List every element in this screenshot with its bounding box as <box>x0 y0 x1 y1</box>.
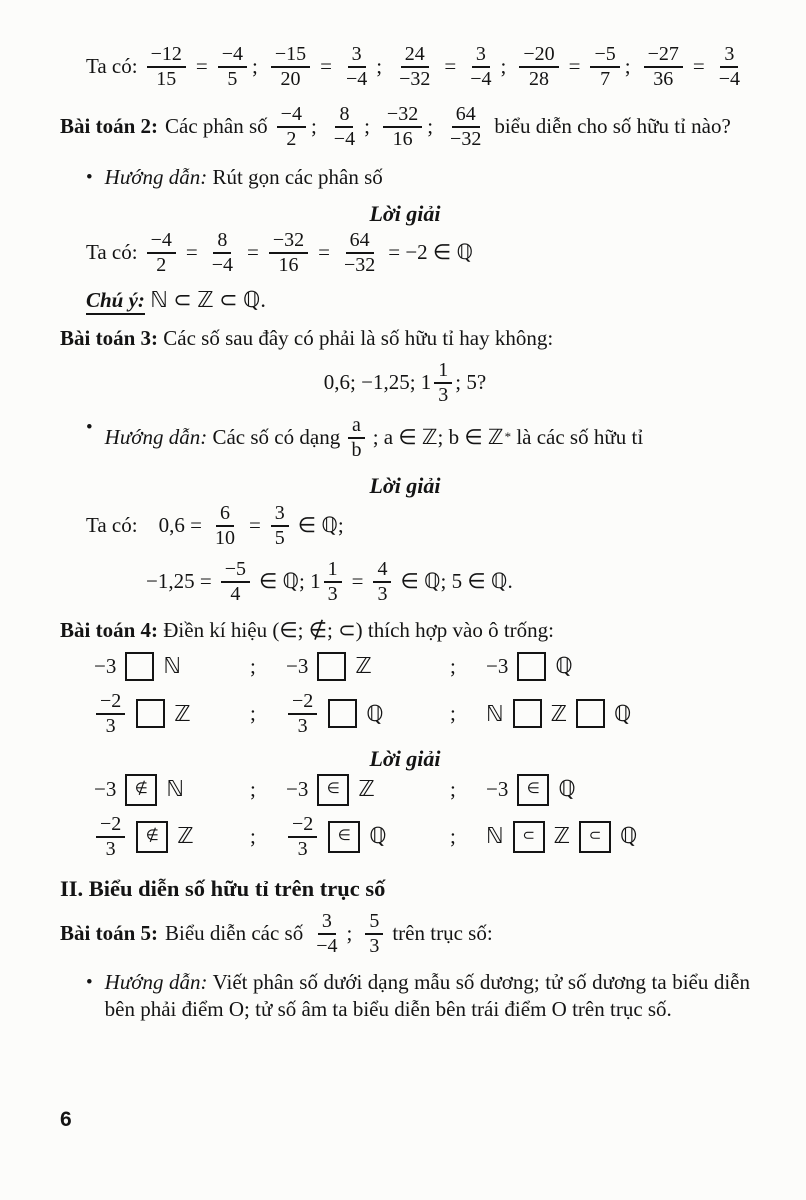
fraction-denominator: −4 <box>718 68 740 90</box>
fraction <box>288 814 317 860</box>
semicolon: ; <box>450 653 456 678</box>
solution-result: = −2 ∈ ℚ <box>388 240 474 265</box>
hint-text-mid: ; a ∈ ℤ; b ∈ ℤ <box>372 424 504 449</box>
problem4-row2 <box>60 689 750 739</box>
problem3-label: Bài toán 3: <box>60 325 159 350</box>
fraction <box>221 559 250 605</box>
problem3-numbers-line <box>60 358 750 408</box>
fraction <box>288 691 317 737</box>
answered-item <box>286 812 444 862</box>
fraction-denominator: 3 <box>327 582 338 605</box>
solution-prefix: Ta có: <box>86 240 138 265</box>
fraction <box>365 911 383 957</box>
numbers-before: 0,6; −1,25; 1 <box>323 370 432 395</box>
fill-in-item <box>486 652 750 681</box>
equals-sign: = <box>318 240 330 265</box>
item-left: −3 <box>486 653 509 678</box>
fraction-denominator: 2 <box>286 128 297 150</box>
set-letter: ℕ <box>163 653 181 679</box>
fill-in-chain <box>486 699 750 728</box>
fraction-denominator: 3 <box>297 714 308 737</box>
set-letter: ℚ <box>366 700 384 726</box>
fraction-numerator: 1 <box>324 559 342 583</box>
fraction <box>271 44 310 90</box>
answered-item <box>286 774 444 806</box>
problem2-label: Bài toán 2: <box>60 114 159 139</box>
semicolon: ; <box>624 54 631 79</box>
empty-box[interactable] <box>125 652 154 681</box>
fraction-denominator: −4 <box>211 254 233 277</box>
hint-set-condition <box>373 424 511 451</box>
set-letter: ℤ <box>177 823 194 849</box>
fraction <box>147 230 176 276</box>
fraction <box>312 911 341 957</box>
problem5-hint <box>86 969 750 1024</box>
answer-box[interactable]: ∉ <box>136 821 168 853</box>
fraction-numerator: 4 <box>373 559 391 583</box>
fill-in-item <box>94 689 244 739</box>
fraction-denominator: −4 <box>333 128 356 150</box>
fraction-numerator: −32 <box>383 104 422 128</box>
fraction-denominator: 16 <box>278 254 299 277</box>
fill-in-item <box>286 652 444 681</box>
problem3-question: Các số sau đây có phải là số hữu tỉ hay không: <box>163 325 554 350</box>
fraction <box>324 559 342 605</box>
problem5-label: Bài toán 5: <box>60 921 159 946</box>
fraction <box>269 230 308 276</box>
hint-text-after: là các số hữu tỉ <box>516 424 644 449</box>
problem4-row1 <box>60 652 750 681</box>
semicolon: ; <box>364 114 370 139</box>
set-letter: ℤ <box>550 700 568 726</box>
fraction-denominator: 4 <box>230 582 241 605</box>
problem2-note <box>86 286 750 315</box>
semicolon: ; <box>427 114 434 139</box>
answered-chain <box>486 821 750 853</box>
fraction <box>715 44 744 90</box>
semicolon: ; <box>252 54 258 79</box>
hint-label: Hướng dẫn: <box>104 165 208 189</box>
fraction <box>373 559 391 605</box>
intro-prefix: Ta có: <box>86 54 138 79</box>
set-letter: ℕ <box>166 776 184 802</box>
bullet-icon: • <box>86 971 93 993</box>
problem5-text-after: trên trục số: <box>392 921 493 946</box>
semicolon: ; <box>376 54 383 79</box>
intro-equalities-line <box>86 42 750 92</box>
fraction-numerator: 8 <box>335 104 353 128</box>
equals-sign: = <box>195 54 208 79</box>
problem4-title <box>60 617 750 644</box>
fraction <box>218 44 247 90</box>
fraction-numerator: 5 <box>365 911 383 935</box>
semicolon: ; <box>250 776 256 801</box>
fraction-numerator: 3 <box>472 44 490 68</box>
set-letter: ℚ <box>555 653 573 679</box>
solution-mid: ∈ ℚ; 1 <box>258 568 321 593</box>
fraction-numerator: 8 <box>213 230 231 254</box>
fraction-denominator: −4 <box>470 68 492 90</box>
problem3-title <box>60 325 750 352</box>
answer-box[interactable]: ∈ <box>328 821 360 853</box>
section2-heading: II. Biểu diễn số hữu tỉ trên trục số <box>60 875 386 901</box>
fraction-denominator: 16 <box>392 128 413 150</box>
semicolon: ; <box>450 776 456 801</box>
page-number: 6 <box>60 1108 72 1131</box>
fraction-denominator: −32 <box>399 68 431 90</box>
empty-box[interactable] <box>136 699 165 728</box>
set-letter: ℕ <box>486 700 504 726</box>
semicolon: ; <box>250 701 256 726</box>
fraction-numerator: −32 <box>269 230 308 254</box>
star-superscript: * <box>504 429 512 445</box>
solution-heading: Lời giải <box>369 473 441 499</box>
fraction-denominator: 3 <box>438 384 449 407</box>
solution-tail: ∈ ℚ; <box>297 512 344 537</box>
solution-lead: 0,6 = <box>158 512 202 537</box>
fraction-numerator: −4 <box>147 230 176 254</box>
fraction-numerator: 24 <box>401 44 429 68</box>
fraction-numerator: −27 <box>644 44 683 68</box>
fraction <box>147 44 186 90</box>
empty-box[interactable] <box>328 699 357 728</box>
fraction-denominator: 3 <box>105 714 116 737</box>
fraction-numerator: −4 <box>218 44 247 68</box>
numbers-after: ; 5? <box>455 370 487 395</box>
fraction-denominator: 7 <box>600 68 611 90</box>
fraction <box>446 104 485 150</box>
fraction-numerator: −2 <box>96 691 125 715</box>
fraction <box>383 104 422 150</box>
hint-label: Hướng dẫn: <box>104 424 208 449</box>
fraction-numerator: −4 <box>277 104 306 128</box>
hint-text-block <box>105 164 383 191</box>
fraction <box>96 814 125 860</box>
fraction-numerator: −15 <box>271 44 310 68</box>
fraction-numerator: −5 <box>590 44 619 68</box>
fraction-numerator: 3 <box>318 911 336 935</box>
fraction-numerator: −12 <box>147 44 186 68</box>
fill-in-item <box>286 689 444 739</box>
fraction <box>466 44 495 90</box>
fraction <box>96 691 125 737</box>
answer-box[interactable]: ⊂ <box>513 821 545 853</box>
hint-text-block <box>105 414 644 464</box>
answer-box[interactable]: ∉ <box>125 774 157 806</box>
problem3-hint <box>86 414 750 464</box>
item-left: −3 <box>94 653 117 678</box>
note-text: ℕ ⊂ ℤ ⊂ ℚ. <box>150 287 266 313</box>
fraction-numerator: −5 <box>221 559 250 583</box>
fraction-numerator: a <box>348 415 365 439</box>
fraction <box>208 230 237 276</box>
hint-label: Hướng dẫn: <box>104 969 208 994</box>
fraction <box>434 360 452 406</box>
empty-box[interactable] <box>576 699 605 728</box>
fraction <box>347 415 365 461</box>
problem5-text-before: Biểu diễn các số <box>165 921 304 946</box>
answer-box[interactable]: ∈ <box>317 774 349 806</box>
problem4-solution-row2 <box>60 812 750 862</box>
set-letter: ℤ <box>553 823 571 849</box>
item-left: −3 <box>286 653 309 678</box>
hint-text: Rút gọn các phân số <box>212 165 383 189</box>
item-left: −3 <box>486 776 509 801</box>
fraction <box>644 44 683 90</box>
problem2-solution-line <box>86 228 750 278</box>
item-left: −3 <box>94 776 117 801</box>
empty-box[interactable] <box>513 699 542 728</box>
set-letter: ℚ <box>620 823 638 849</box>
hint-text: Viết phân số dưới dạng mẫu số dương; tử số dương ta biểu diễn bên phải điểm O; tử số âm ta biểu diễn bên trái điểm O trên trục số. <box>104 969 750 1022</box>
fraction-denominator: 28 <box>528 68 549 90</box>
fraction-denominator: 15 <box>156 68 177 90</box>
semicolon: ; <box>450 701 456 726</box>
mixed-number <box>324 358 486 408</box>
semicolon: ; <box>310 114 317 139</box>
answered-item <box>486 774 750 806</box>
problem2-hint <box>86 164 750 192</box>
hint-text-before: Các số có dạng <box>212 424 341 449</box>
problem3-solution-line2 <box>146 557 750 607</box>
note-label: Chú ý: <box>86 288 145 315</box>
fraction-numerator: 3 <box>348 44 366 68</box>
fraction-denominator: −32 <box>450 128 482 150</box>
fraction <box>342 44 371 90</box>
semicolon: ; <box>500 54 507 79</box>
bullet-icon: • <box>86 417 93 439</box>
answered-item <box>94 774 244 806</box>
fraction <box>277 104 306 150</box>
problem5-title <box>60 909 750 959</box>
fraction-denominator: 5 <box>274 526 285 549</box>
fraction-numerator: −2 <box>96 814 125 838</box>
semicolon: ; <box>346 921 353 946</box>
equals-sign: = <box>692 54 705 79</box>
fraction-numerator: −20 <box>519 44 558 68</box>
solution-prefix: Ta có: <box>86 512 138 537</box>
fraction <box>519 44 558 90</box>
fraction-denominator: 20 <box>280 68 301 90</box>
problem4-label: Bài toán 4: <box>60 617 159 642</box>
fraction-denominator: 3 <box>377 582 388 605</box>
equals-sign: = <box>568 54 581 79</box>
item-left: −3 <box>286 776 309 801</box>
equals-sign: = <box>247 240 259 265</box>
hint-text-block <box>105 969 750 1024</box>
equals-sign: = <box>320 54 332 79</box>
fraction-numerator: 6 <box>216 503 234 527</box>
set-letter: ℤ <box>355 653 372 679</box>
semicolon: ; <box>250 823 256 848</box>
set-letter: ℕ <box>486 823 504 849</box>
fraction-denominator: 36 <box>653 68 674 90</box>
fraction-numerator: −2 <box>288 814 317 838</box>
problem2-text-after: biểu diễn cho số hữu tỉ nào? <box>494 114 731 139</box>
semicolon: ; <box>250 653 256 678</box>
fraction <box>395 44 434 90</box>
fraction-denominator: −32 <box>343 254 376 277</box>
set-letter: ℤ <box>358 776 375 802</box>
problem4-solution-row1 <box>60 774 750 806</box>
fraction-denominator: 3 <box>369 934 380 957</box>
set-letter: ℚ <box>558 776 576 802</box>
answer-box[interactable]: ∈ <box>517 774 549 806</box>
problem3-solution-line1 <box>86 501 750 551</box>
answer-box[interactable]: ⊂ <box>579 821 611 853</box>
fraction-denominator: b <box>351 439 362 462</box>
bullet-icon: • <box>86 167 93 188</box>
problem2-text-before: Các phân số <box>165 114 268 139</box>
set-letter: ℚ <box>614 700 632 726</box>
semicolon: ; <box>450 823 456 848</box>
fraction-numerator: 3 <box>271 503 289 527</box>
fraction-denominator: 3 <box>105 837 116 860</box>
solution-heading: Lời giải <box>369 745 441 771</box>
fraction-numerator: −2 <box>288 691 317 715</box>
fraction <box>340 230 379 276</box>
fraction <box>271 503 289 549</box>
fraction-denominator: −4 <box>316 934 338 957</box>
fraction-numerator: 1 <box>434 360 452 384</box>
mixed-number <box>259 557 344 607</box>
equals-sign: = <box>248 512 261 537</box>
equals-sign: = <box>351 568 364 593</box>
fraction-denominator: −4 <box>345 68 368 90</box>
solution-tail: ∈ ℚ; 5 ∈ ℚ. <box>400 568 513 593</box>
fraction <box>590 44 619 90</box>
empty-box[interactable] <box>317 652 346 681</box>
empty-box[interactable] <box>517 652 546 681</box>
problem4-question: Điền kí hiệu (∈; ∉; ⊂) thích hợp vào ô trống: <box>163 617 554 642</box>
fraction-numerator: 64 <box>452 104 480 128</box>
fraction-numerator: 3 <box>720 44 738 68</box>
fraction <box>330 104 359 150</box>
fraction-denominator: 5 <box>227 68 238 90</box>
set-letter: ℤ <box>174 700 191 726</box>
equals-sign: = <box>185 240 198 265</box>
fill-in-item <box>94 652 244 681</box>
answered-item <box>94 812 244 862</box>
fraction-denominator: 2 <box>156 254 167 277</box>
fraction-numerator: 64 <box>346 230 374 254</box>
set-letter: ℚ <box>369 823 387 849</box>
solution-heading: Lời giải <box>369 200 441 226</box>
fraction-denominator: 10 <box>214 526 235 549</box>
equals-sign: = <box>444 54 457 79</box>
problem2-title <box>60 102 750 152</box>
fraction <box>211 503 239 549</box>
fraction-denominator: 3 <box>297 837 308 860</box>
solution-lead: −1,25 = <box>146 568 212 593</box>
